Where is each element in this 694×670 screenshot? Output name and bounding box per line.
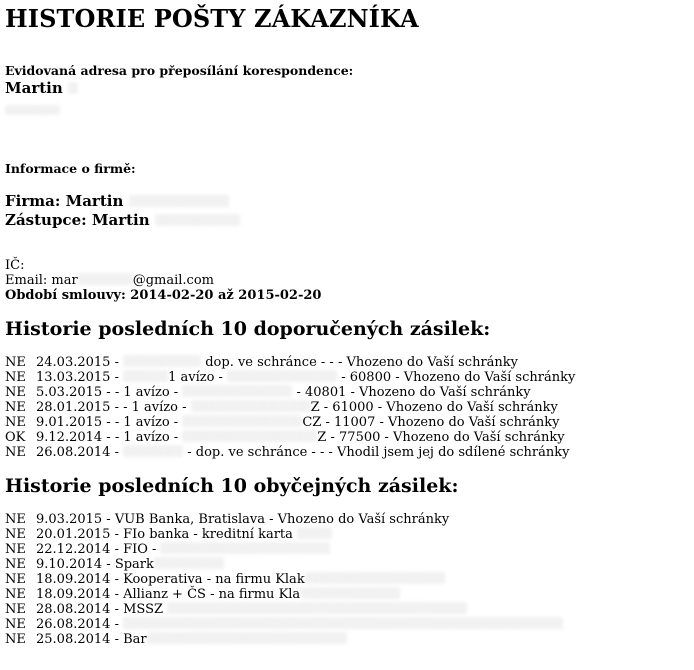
row-text: CZ - 11007 - Vhozeno do Vaší schránky (302, 415, 560, 430)
list-item (5, 415, 560, 430)
address-name-text: Martin (5, 79, 63, 97)
contract-period: Období smlouvy: 2014-02-20 až 2015-02-20 (5, 288, 322, 303)
list-item (5, 445, 569, 460)
row-text: 28.08.2014 - MSSZ (36, 602, 164, 617)
status-badge: NE (5, 355, 26, 370)
row-text: 24.03.2015 - (36, 355, 124, 370)
row-text: 9.10.2014 - Spark (36, 557, 154, 572)
redacted-block (300, 587, 400, 599)
row-text: 18.09.2014 - Kooperativa - na firmu Klak (36, 572, 305, 587)
redacted-block (167, 602, 467, 614)
status-badge: NE (5, 415, 26, 430)
ic-line: IČ: (5, 258, 25, 273)
row-text: 5.03.2015 - - 1 avízo - (36, 385, 183, 400)
row-text: 26.08.2014 - (36, 617, 119, 632)
company-label: Informace o firmě: (5, 161, 136, 176)
list-item (5, 512, 449, 527)
rep-label: Zástupce: Martin (5, 211, 150, 229)
redacted-block (5, 105, 60, 115)
row-text: 22.12.2014 - FIO - (36, 542, 157, 557)
redacted-block (305, 572, 445, 584)
rep-line (5, 211, 240, 229)
row-text: 1 avízo - (168, 370, 228, 385)
address-label: Evidovaná adresa pro přeposílání korespondence: (5, 63, 354, 78)
email-prefix: Email: mar (5, 273, 78, 288)
status-badge: NE (5, 557, 26, 572)
page-title: HISTORIE POŠTY ZÁKAZNÍKA (5, 4, 419, 33)
status-badge: NE (5, 572, 26, 587)
row-text: 28.01.2015 - - 1 avízo - (36, 400, 191, 415)
list-item (5, 400, 558, 415)
list-item (5, 385, 531, 400)
status-badge: NE (5, 632, 26, 647)
list-item (5, 617, 563, 632)
redacted-block (129, 195, 229, 207)
list-item (5, 602, 467, 617)
list-item (5, 587, 400, 602)
row-text: dop. ve schránce - - - Vhozeno do Vaší schránky (201, 355, 519, 370)
row-text: - 40801 - Vhozeno do Vaší schránky (292, 385, 531, 400)
ordinary-heading: Historie posledních 10 obyčejných zásilek: (5, 475, 459, 497)
redacted-block (191, 400, 311, 412)
redacted-block (123, 370, 168, 382)
status-badge: OK (5, 430, 26, 445)
redacted-block (154, 557, 224, 569)
status-badge: NE (5, 527, 26, 542)
redacted-block (182, 415, 302, 427)
redacted-block (160, 542, 330, 554)
status-badge: NE (5, 385, 26, 400)
status-badge: NE (5, 445, 26, 460)
row-text: Z - 61000 - Vhozeno do Vaší schránky (310, 400, 558, 415)
status-badge: NE (5, 400, 26, 415)
list-item (5, 632, 347, 647)
row-text: - dop. ve schránce - - - Vhodil jsem jej do sdílené schránky (183, 445, 570, 460)
redacted-block (227, 370, 337, 382)
list-item (5, 557, 224, 572)
email-suffix: @gmail.com (132, 273, 214, 288)
status-badge: NE (5, 512, 26, 527)
firm-label: Firma: Martin (5, 192, 124, 210)
status-badge: NE (5, 617, 26, 632)
registered-heading: Historie posledních 10 doporučených zásilek: (5, 318, 491, 340)
row-text: 18.09.2014 - Allianz + ČS - na firmu Kla (36, 587, 301, 602)
redacted-block (78, 273, 133, 285)
row-text: 20.01.2015 - FIo banka - kreditní karta (36, 527, 293, 542)
list-item (5, 527, 332, 542)
row-text: 9.12.2014 - - 1 avízo - (36, 430, 183, 445)
row-text: 25.08.2014 - Bar (36, 632, 147, 647)
list-item (5, 572, 445, 587)
redacted-address (5, 99, 60, 118)
redacted-block (182, 430, 317, 442)
row-text: Z - 77500 - Vhozeno do Vaší schránky (317, 430, 565, 445)
redacted-block (123, 355, 201, 367)
redacted-block (123, 445, 183, 457)
status-badge: NE (5, 602, 26, 617)
redacted-block (123, 617, 563, 629)
list-item (5, 430, 565, 445)
list-item (5, 370, 575, 385)
row-text: 9.01.2015 - - 1 avízo - (36, 415, 183, 430)
redacted-block (182, 385, 292, 397)
row-text: 9.03.2015 - VUB Banka, Bratislava - Vhozeno do Vaší schránky (36, 512, 450, 527)
list-item (5, 542, 330, 557)
status-badge: NE (5, 587, 26, 602)
redacted-block (147, 632, 347, 644)
address-name (5, 79, 78, 97)
email-line (5, 273, 214, 288)
row-text: 26.08.2014 - (36, 445, 124, 460)
redacted-block (297, 527, 332, 539)
row-text: - 60800 - Vhozeno do Vaší schránky (337, 370, 576, 385)
redacted-block (155, 214, 240, 226)
redacted-block (68, 82, 78, 94)
status-badge: NE (5, 370, 26, 385)
firm-line (5, 192, 229, 210)
list-item (5, 355, 518, 370)
status-badge: NE (5, 542, 26, 557)
row-text: 13.03.2015 - (36, 370, 124, 385)
